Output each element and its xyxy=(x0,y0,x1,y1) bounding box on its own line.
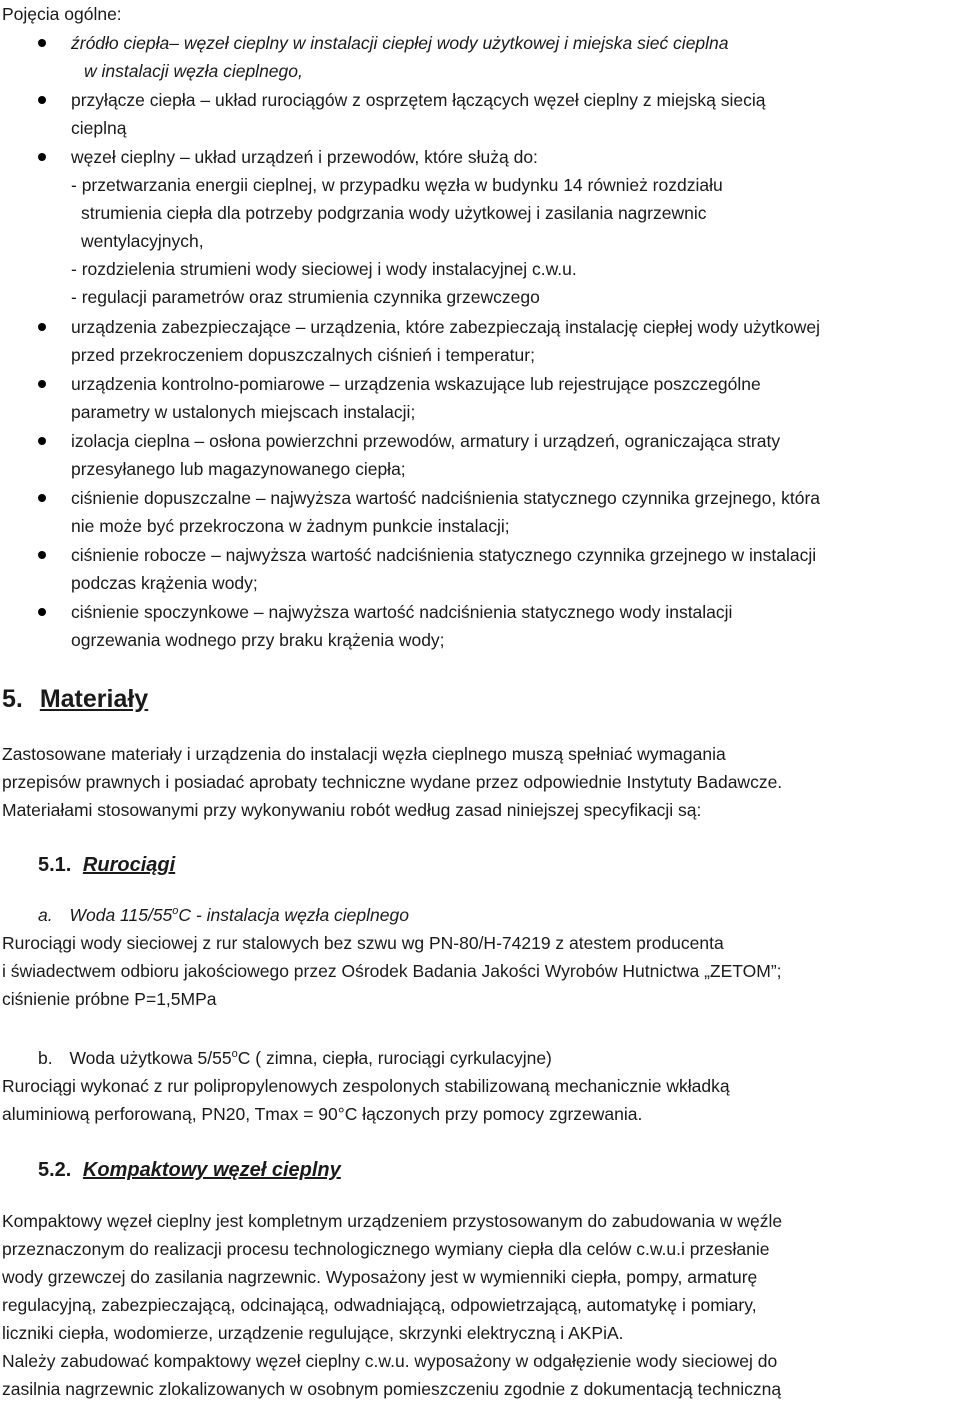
bullet-icon xyxy=(38,380,46,388)
section-title: Rurociągi xyxy=(82,854,176,876)
bullet-icon xyxy=(38,323,46,331)
subsection-b-heading xyxy=(38,1047,552,1069)
concepts-heading: Pojęcia ogólne: xyxy=(2,4,122,24)
concept-item-line: - regulacji parametrów oraz strumienia czynnika grzewczego xyxy=(71,287,540,307)
paragraph-line: Zastosowane materiały i urządzenia do instalacji węzła cieplnego muszą spełniać wymagania xyxy=(2,744,726,764)
bullet-icon xyxy=(38,437,46,445)
paragraph-line: Materiałami stosowanymi przy wykonywaniu robót według zasad niniejszej specyfikacji są: xyxy=(2,800,702,820)
concept-item-line: ciśnienie robocze – najwyższa wartość nadciśnienia statycznego czynnika grzejnego w instalacji xyxy=(71,545,817,565)
concept-item-line: urządzenia kontrolno-pomiarowe – urządzenia wskazujące lub rejestrujące poszczególne xyxy=(71,374,761,394)
subsection-title-post: C ( zimna, ciepła, rurociągi cyrkulacyjne) xyxy=(237,1048,552,1068)
degree-sup: o xyxy=(172,905,179,918)
paragraph-line: przeznaczonym do realizacji procesu technologicznego wymiany ciepła dla celów c.w.u.i przesłanie xyxy=(2,1239,770,1259)
paragraph-line: aluminiową perforowaną, PN20, Tmax = 90°C łączonych przy pomocy zgrzewania. xyxy=(2,1104,643,1124)
concept-item-line: urządzenia zabezpieczające – urządzenia, które zabezpieczają instalację ciepłej wody użytkowej xyxy=(71,317,821,337)
subsection-title-post: C - instalacja węzła cieplnego xyxy=(178,905,409,925)
concept-item-line: - przetwarzania energii cieplnej, w przypadku węzła w budynku 14 również rozdziału xyxy=(71,175,723,195)
list-letter: b. xyxy=(38,1048,53,1068)
concept-item-line: wentylacyjnych, xyxy=(81,231,204,251)
section-title: Materiały xyxy=(39,685,149,713)
list-letter: a. xyxy=(38,905,53,925)
paragraph-line: Kompaktowy węzeł cieplny jest kompletnym urządzeniem przystosowanym do zabudowania w węźle xyxy=(2,1211,783,1231)
concept-item-line: ogrzewania wodnego przy braku krążenia wody; xyxy=(71,630,445,650)
bullet-icon xyxy=(38,551,46,559)
concept-item-line: podczas krążenia wody; xyxy=(71,573,258,593)
subsection-title-pre: Woda 115/55 xyxy=(69,905,173,925)
section-5-heading xyxy=(2,684,148,714)
paragraph-line: regulacyjną, zabezpieczającą, odcinającą, odwadniającą, odpowietrzającą, automatykę i pomiary, xyxy=(2,1295,757,1315)
paragraph-line: Rurociągi wody sieciowej z rur stalowych bez szwu wg PN-80/H-74219 z atestem producenta xyxy=(2,933,724,953)
subsection-a-heading xyxy=(38,904,409,926)
concept-item-line: nie może być przekroczona w żadnym punkcie instalacji; xyxy=(71,516,510,536)
concept-item-line: strumienia ciepła dla potrzeby podgrzania wody użytkowej i zasilania nagrzewnic xyxy=(81,203,707,223)
concept-item-line: cieplną xyxy=(71,118,127,138)
concept-item-line: źródło ciepła– węzeł cieplny w instalacji ciepłej wody użytkowej i miejska sieć cieplna xyxy=(71,33,729,53)
paragraph-line: i świadectwem odbioru jakościowego przez Ośrodek Badania Jakości Wyrobów Hutnictwa „ZETOM”; xyxy=(2,961,782,981)
paragraph-line: wody grzewczej do zasilania nagrzewnic. Wyposażony jest w wymienniki ciepła, pompy, armaturę xyxy=(2,1267,758,1287)
concept-item-line: w instalacji węzła cieplnego, xyxy=(84,61,303,81)
section-5-2-heading xyxy=(38,1157,341,1183)
paragraph-line: ciśnienie próbne P=1,5MPa xyxy=(2,989,217,1009)
section-title: Kompaktowy węzeł cieplny xyxy=(82,1159,341,1181)
concept-item-line: przesyłanego lub magazynowanego ciepła; xyxy=(71,459,406,479)
bullet-icon xyxy=(38,494,46,502)
concept-item-line: przed przekroczeniem dopuszczalnych ciśnień i temperatur; xyxy=(71,345,535,365)
concept-item-line: ciśnienie spoczynkowe – najwyższa wartość nadciśnienia statycznego wody instalacji xyxy=(71,602,733,622)
section-5-1-heading xyxy=(38,852,175,878)
paragraph-line: liczniki ciepła, wodomierze, urządzenie regulujące, skrzynki elektryczną i AKPiA. xyxy=(2,1323,624,1343)
concept-item-line: węzeł cieplny – układ urządzeń i przewodów, które służą do: xyxy=(71,147,538,167)
section-number: 5. xyxy=(2,685,23,713)
degree-sup: o xyxy=(231,1048,238,1061)
section-number: 5.1. xyxy=(38,854,72,876)
bullet-icon xyxy=(38,96,46,104)
bullet-icon xyxy=(38,153,46,161)
concept-item-line: ciśnienie dopuszczalne – najwyższa wartość nadciśnienia statycznego czynnika grzejnego, która xyxy=(71,488,821,508)
subsection-title-pre: Woda użytkowa 5/55 xyxy=(69,1048,232,1068)
concept-item-line: - rozdzielenia strumieni wody sieciowej i wody instalacyjnej c.w.u. xyxy=(71,259,577,279)
section-number: 5.2. xyxy=(38,1159,72,1181)
paragraph-line: przepisów prawnych i posiadać aprobaty techniczne wydane przez odpowiednie Instytuty Badawcze. xyxy=(2,772,783,792)
paragraph-line: zasilnia nagrzewnic zlokalizowanych w osobnym pomieszczeniu zgodnie z dokumentacją techniczną xyxy=(2,1379,782,1399)
paragraph-line: Rurociągi wykonać z rur polipropylenowych zespolonych stabilizowaną mechanicznie wkładką xyxy=(2,1076,730,1096)
concept-item-line: izolacja cieplna – osłona powierzchni przewodów, armatury i urządzeń, ograniczająca straty xyxy=(71,431,781,451)
bullet-icon xyxy=(38,608,46,616)
bullet-icon xyxy=(38,39,46,47)
concept-item-line: parametry w ustalonych miejscach instalacji; xyxy=(71,402,416,422)
concept-item-line: przyłącze ciepła – układ rurociągów z osprzętem łączących węzeł cieplny z miejską siecią xyxy=(71,90,766,110)
paragraph-line: Należy zabudować kompaktowy węzeł cieplny c.w.u. wyposażony w odgałęzienie wody sieciowej do xyxy=(2,1351,778,1371)
